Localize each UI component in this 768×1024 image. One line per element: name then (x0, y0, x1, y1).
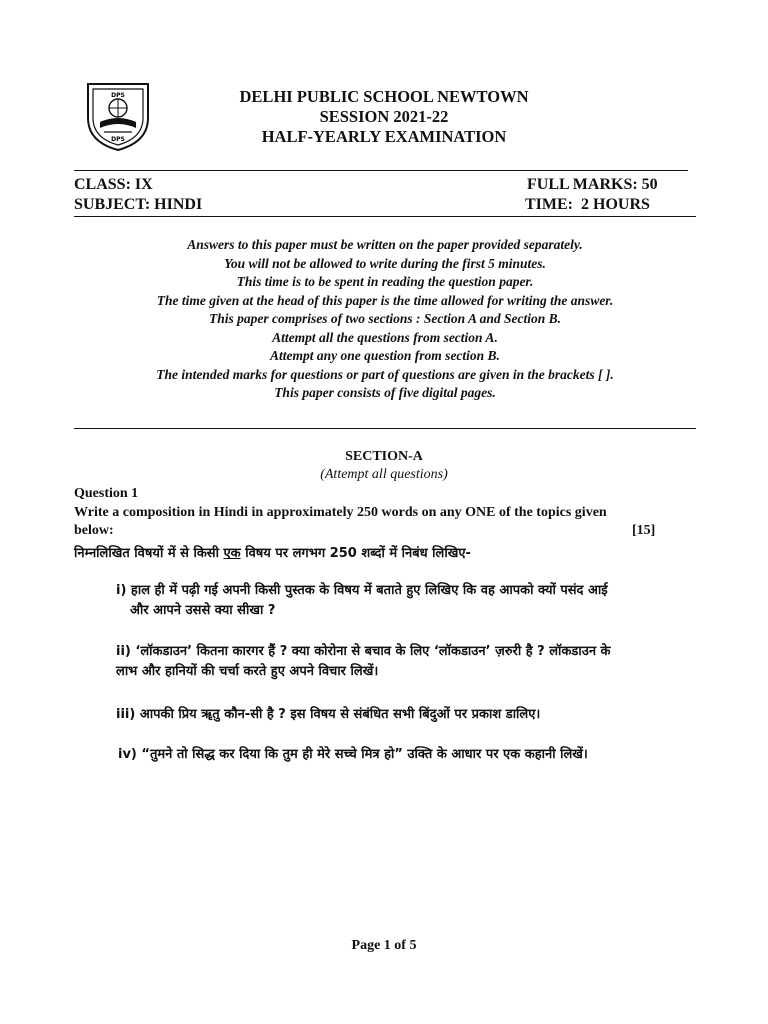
instruction-line: Attempt all the questions from section A. (272, 329, 498, 345)
topic-option-line: लाभ और हानियों की चर्चा करते हुए अपने विचार लिखें। (116, 664, 379, 679)
topic-option-3 (116, 705, 700, 725)
topic-option-line: ii) ‘लॉकडाउन’ कितना कारगर हैं ? क्या कोरोना से बचाव के लिए ‘लॉकडाउन’ ज़रुरी है ? लॉकडाउन के (116, 644, 611, 659)
topic-option-2 (116, 642, 700, 682)
instruction-line: The intended marks for questions or part of questions are given in the brackets [ ]. (156, 366, 614, 382)
hindi-instruction-part: विषय पर लगभग 250 शब्दों में निबंध लिखिए- (240, 546, 471, 561)
question-marks: [15] (632, 523, 656, 538)
instruction-line: The time given at the head of this paper is the time allowed for writing the answer. (156, 292, 614, 308)
meta-divider (74, 216, 696, 217)
instruction-line: Answers to this paper must be written on the paper provided separately. (187, 237, 583, 252)
topic-option-1 (116, 581, 700, 621)
logo-top-text: DPS (111, 92, 125, 99)
exam-title: HALF-YEARLY EXAMINATION (261, 127, 507, 146)
instruction-line: Attempt any one question from section B. (270, 348, 500, 363)
topic-option-line: iii) आपकी प्रिय ॠतु कौन-सी है ? इस विषय से संबंधित सभी बिंदुओं पर प्रकाश डालिए। (116, 707, 541, 722)
school-name: DELHI PUBLIC SCHOOL NEWTOWN (239, 87, 529, 106)
instruction-line: This paper comprises of two sections : Section A and Section B. (208, 311, 562, 326)
topic-option-line: i) हाल ही में पढ़ी गई अपनी किसी पुस्तक के विषय में बताते हुए लिखिए कि वह आपको क्यों पसंद आई (116, 583, 608, 598)
header-divider (74, 170, 688, 171)
subject-label: SUBJECT: HINDI (74, 196, 203, 213)
topic-option-line: और आपने उससे क्या सीखा ? (130, 603, 276, 618)
session-title: SESSION 2021-22 (319, 107, 449, 126)
full-marks-label: FULL MARKS: 50 (527, 176, 658, 193)
section-title: SECTION-A (345, 449, 423, 464)
topic-option-line: iv) “तुमने तो सिद्ध कर दिया कि तुम ही मेरे सच्चे मित्र हो” उक्ति के आधार पर एक कहानी लिखें। (118, 747, 588, 762)
hindi-instruction (74, 543, 471, 561)
instruction-line: You will not be allowed to write during the first 5 minutes. (224, 255, 546, 271)
instructions-divider (74, 428, 696, 429)
instruction-line: This paper consists of five digital pages. (274, 385, 496, 400)
question-heading: Question 1 (74, 486, 139, 501)
instruction-line: This time is to be spent in reading the question paper. (236, 274, 534, 289)
class-label: CLASS: IX (74, 176, 153, 193)
instructions-block (74, 236, 696, 403)
question-text-line2: below: (74, 523, 114, 538)
hindi-instruction-part: निम्नलिखित विषयों में से किसी (74, 546, 224, 561)
time-label: TIME: 2 HOURS (525, 196, 650, 213)
topic-option-4 (118, 745, 702, 765)
page-number: Page 1 of 5 (351, 938, 417, 953)
hindi-instruction-emphasis: एक (223, 546, 241, 561)
logo-bottom-text: DPS (111, 136, 125, 143)
section-subtitle: (Attempt all questions) (320, 467, 448, 482)
question-text-line1: Write a composition in Hindi in approximately 250 words on any ONE of the topics given (74, 505, 607, 520)
